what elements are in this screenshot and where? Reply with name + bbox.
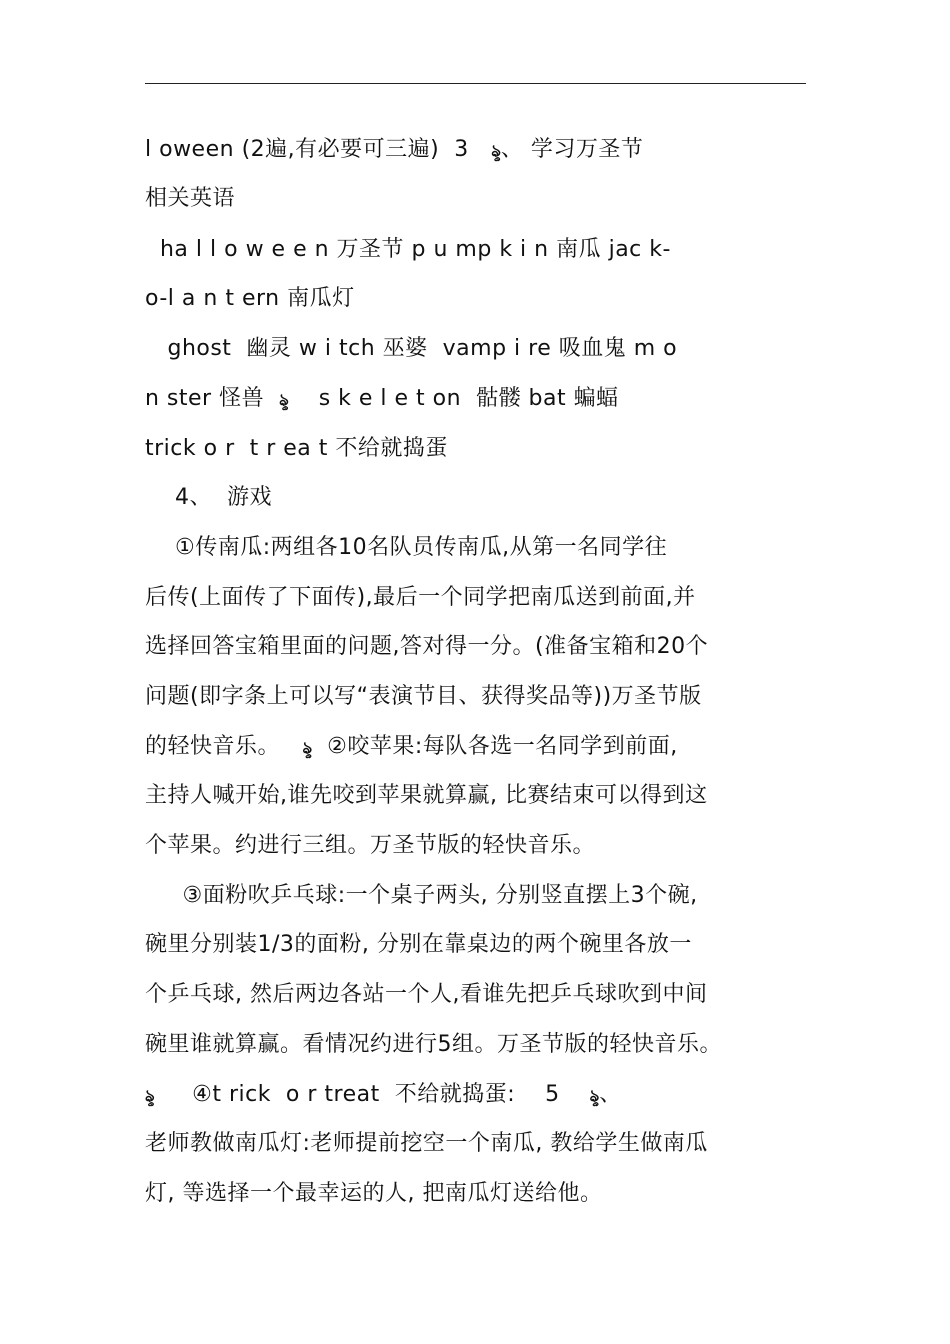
text-line: 个乒乓球, 然后两边各站一个人,看谁先把乒乓球吹到中间 [145,982,708,1007]
text-line: 后传(上面传了下面传),最后一个同学把南瓜送到前面,并 [145,585,696,610]
text-line: ha l l o w e e n 万圣节 p u mp k i n 南瓜 jac k- [145,237,671,262]
text-line: l oween (2遍,有必要可三遍) 3 ৡ、 学习万圣节 [145,137,644,162]
bullet-glyph-icon: ৡ [589,1086,600,1105]
text-line: 个苹果。约进行三组。万圣节版的轻快音乐。 [145,833,596,858]
bullet-glyph-icon: ৡ [279,390,289,409]
text-line: trick o r t r ea t 不给就捣蛋 [145,436,448,461]
text-line: ৡ ④t rick o r treat 不给就捣蛋: 5 ৡ、 [145,1082,622,1107]
text-line: 问题(即字条上可以写“表演节目、获得奖品等))万圣节版 [145,684,702,709]
text-line: ③面粉吹乒乓球:一个桌子两头, 分别竖直摆上3个碗, [145,883,698,908]
text-line: n ster 怪兽 ৡ s k e l e t on 骷髅 bat 蝙蝠 [145,386,619,411]
text-line: 碗里谁就算赢。看情况约进行5组。万圣节版的轻快音乐。 [145,1032,722,1057]
text-line: 灯, 等选择一个最幸运的人, 把南瓜灯送给他。 [145,1181,603,1206]
text-line: 主持人喊开始,谁先咬到苹果就算赢, 比赛结束可以得到这 [145,783,708,808]
bullet-glyph-icon: ৡ [145,1086,155,1105]
text-line: 碗里分别装1/3的面粉, 分别在靠桌边的两个碗里各放一 [145,932,692,957]
text-line: 相关英语 [145,186,236,211]
bullet-glyph-icon: ৡ [302,738,313,757]
text-line: 老师教做南瓜灯:老师提前挖空一个南瓜, 教给学生做南瓜 [145,1131,708,1156]
text-line: ①传南瓜:两组各10名队员传南瓜,从第一名同学往 [145,535,668,560]
text-line: o-l a n t ern 南瓜灯 [145,286,355,311]
text-line: ghost 幽灵 w i tch 巫婆 vamp i re 吸血鬼 m o [145,336,678,361]
text-line: 选择回答宝箱里面的问题,答对得一分。(准备宝箱和20个 [145,634,709,659]
bullet-glyph-icon: ৡ [491,141,501,160]
header-rule [145,83,806,84]
text-line: 的轻快音乐。 ৡ ②咬苹果:每队各选一名同学到前面, [145,734,678,759]
section-heading: 4、 游戏 [145,485,272,510]
